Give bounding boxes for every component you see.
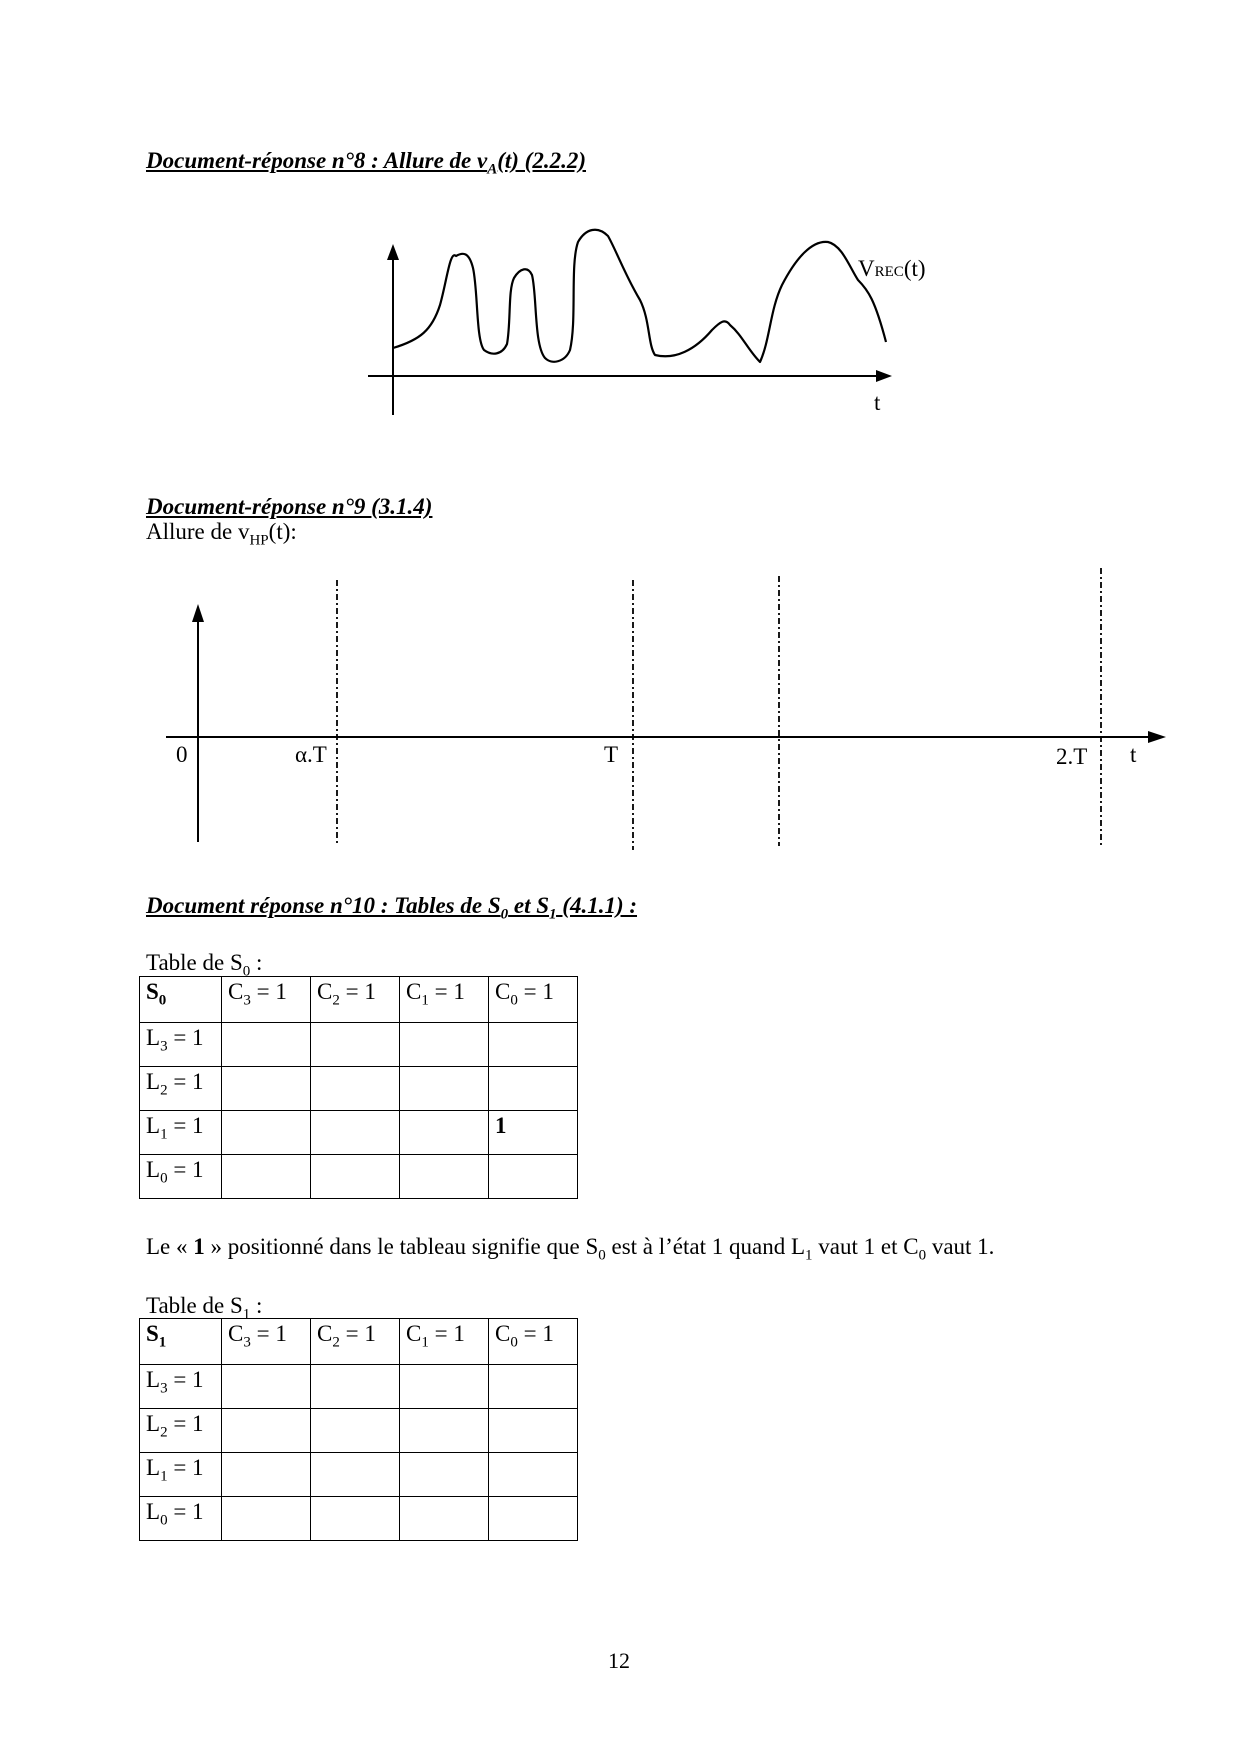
table-row: [140, 1023, 578, 1067]
table-row: [140, 1155, 578, 1199]
column-header: $C_1 = 1$: [400, 977, 489, 1023]
column-header: $C_2 = 1$: [311, 1319, 400, 1365]
table-cell[interactable]: [400, 1453, 489, 1497]
doc9-caption: Allure de $v_{HP}(t)$:: [146, 519, 297, 549]
table-cell[interactable]: [400, 1111, 489, 1155]
doc10-heading: Document réponse n°10 : Tables de $S_0$ et $S_1$ (4.1.1) :: [146, 893, 638, 923]
table-cell[interactable]: [222, 1409, 311, 1453]
vhp-y-arrow: [192, 604, 204, 622]
row-header: $L_2 = 1$: [140, 1409, 222, 1453]
table-corner-cell: $S_0$: [140, 977, 222, 1023]
table-cell[interactable]: [400, 1497, 489, 1541]
label-alpha-t: α.T: [295, 742, 327, 767]
table-cell[interactable]: [222, 1067, 311, 1111]
table-row: [140, 1497, 578, 1541]
table-cell[interactable]: [489, 1497, 578, 1541]
table-row: [140, 1453, 578, 1497]
table-note: Le « 1 » positionné dans le tableau signifie que $S_0$ est à l’état 1 quand $L_1$ vaut 1 et $C_0$ vaut 1.: [146, 1234, 995, 1264]
column-header: $C_3 = 1$: [222, 977, 311, 1023]
table-corner-cell: $S_1$: [140, 1319, 222, 1365]
table-cell[interactable]: [311, 1497, 400, 1541]
row-header: $L_1 = 1$: [140, 1111, 222, 1155]
table-cell[interactable]: [400, 1023, 489, 1067]
table-cell[interactable]: [311, 1155, 400, 1199]
vrec-t-label: t: [874, 390, 881, 415]
table-row: [140, 1067, 578, 1111]
vrec-y-arrow: [387, 244, 399, 260]
table-cell[interactable]: [489, 1023, 578, 1067]
vhp-axes-figure: [0, 560, 1240, 860]
label-t: T: [604, 742, 619, 767]
table-s1-caption: Table de $S_1$ :: [146, 1293, 263, 1323]
vhp-t-arrow: [1148, 731, 1166, 743]
vrec-label: VREC(t): [858, 256, 926, 281]
row-header: $L_0 = 1$: [140, 1155, 222, 1199]
table-cell[interactable]: [489, 1409, 578, 1453]
table-cell[interactable]: [311, 1067, 400, 1111]
table-cell[interactable]: [311, 1111, 400, 1155]
vrec-t-arrow: [876, 370, 892, 382]
table-s1: [139, 1318, 578, 1541]
column-header: $C_3 = 1$: [222, 1319, 311, 1365]
label-2t: 2.T: [1056, 744, 1088, 769]
column-header: $C_0 = 1$: [489, 1319, 578, 1365]
row-header: $L_3 = 1$: [140, 1023, 222, 1067]
column-header: $C_2 = 1$: [311, 977, 400, 1023]
table-cell[interactable]: [222, 1023, 311, 1067]
table-cell[interactable]: [222, 1365, 311, 1409]
table-row: [140, 1111, 578, 1155]
table-cell[interactable]: [489, 1155, 578, 1199]
table-cell[interactable]: [311, 1365, 400, 1409]
vrec-waveform-figure: [0, 0, 1240, 440]
row-header: $L_3 = 1$: [140, 1365, 222, 1409]
column-header: $C_0 = 1$: [489, 977, 578, 1023]
row-header: $L_0 = 1$: [140, 1497, 222, 1541]
table-cell[interactable]: [311, 1453, 400, 1497]
page-number: 12: [608, 1648, 630, 1673]
table-cell[interactable]: [222, 1453, 311, 1497]
label-t-axis: t: [1130, 742, 1137, 767]
table-row: [140, 1365, 578, 1409]
table-cell[interactable]: [489, 1365, 578, 1409]
doc9-heading: Document-réponse n°9 (3.1.4): [146, 494, 433, 519]
table-cell[interactable]: [400, 1409, 489, 1453]
table-cell[interactable]: [222, 1497, 311, 1541]
table-cell-filled[interactable]: 1: [489, 1111, 578, 1155]
label-zero: 0: [176, 742, 188, 767]
table-row: [140, 1409, 578, 1453]
table-cell[interactable]: [222, 1111, 311, 1155]
table-cell[interactable]: [222, 1155, 311, 1199]
table-header-row: [140, 977, 578, 1023]
row-header: $L_2 = 1$: [140, 1067, 222, 1111]
table-header-row: [140, 1319, 578, 1365]
table-cell[interactable]: [400, 1365, 489, 1409]
table-cell[interactable]: [400, 1067, 489, 1111]
table-cell[interactable]: [311, 1409, 400, 1453]
vrec-curve: [393, 230, 886, 362]
table-cell[interactable]: [311, 1023, 400, 1067]
doc8-heading: Document-réponse n°8 : Allure de $v_A(t)$ (2.2.2): [146, 148, 586, 178]
table-s0-caption: Table de $S_0$ :: [146, 950, 263, 980]
table-cell[interactable]: [489, 1453, 578, 1497]
table-s0: [139, 976, 578, 1199]
table-cell[interactable]: [489, 1067, 578, 1111]
column-header: $C_1 = 1$: [400, 1319, 489, 1365]
table-cell[interactable]: [400, 1155, 489, 1199]
row-header: $L_1 = 1$: [140, 1453, 222, 1497]
